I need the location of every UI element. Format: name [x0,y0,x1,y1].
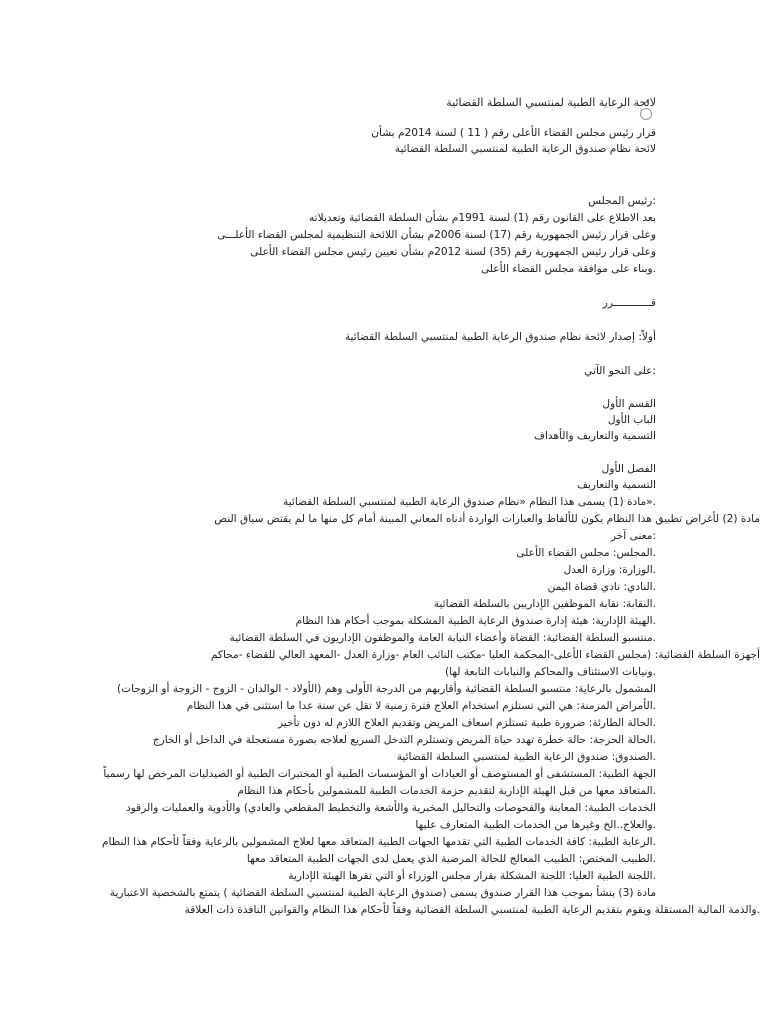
decision-line-2: لائحة نظام صندوق الرعاية الطبية لمنتسبي السلطة القضائية [394,143,656,155]
chapter-title: التسمية والتعاريف [576,479,656,491]
article-line: مادة (2) لأغراض تطبيق هذا النظام يكون للألفاظ والعبارات الواردة أدناه المعاني المبينة أمام كل منها ما لم يقتض سياق النص [214,513,760,525]
preamble-line: :رئيس المجلس [588,195,656,207]
article-line: مادة (3) ينشأ بموجب هذا القرار صندوق يسمى (صندوق الرعاية الطبية لمنتسبي السلطة القضائية ) يتمتع بالشخصية الاعتبارية [109,887,656,899]
definition-line: .الصندوق: صندوق الرعاية الطبية لمنتسبي السلطة القضائية [396,751,656,763]
part-heading: الباب الأول [607,414,656,426]
article-line: .«مادة (1) يسمى هذا النظام «نظام صندوق الرعاية الطبية لمنتسبي السلطة القضائية [283,496,656,508]
document-title: لائحة الرعاية الطبية لمنتسبي السلطة القضائية [446,96,656,109]
definition-line: الخدمات الطبية: المعاينة والفحوصات والتحاليل المخبرية والأشعة والتخطيط المقطعي والعادي) والأدوية والعمليات والرقود [125,802,656,814]
definition-line: .الحالة الحرجة: حالة خطرة تهدد حياة المريض وتستلزم التدخل السريع لعلاجه بصورة مستعجلة في الداخل أو الخارج [152,734,656,746]
definition-line: .النقابة: نقابة الموظفين الإداريين بالسلطة القضائية [433,598,656,610]
preamble-line: وعلى قرار رئيس الجمهورية رقم (17) لسنة 2006م بشأن اللائحة التنظيمية لمجلس القضاء الأعلـــى [217,229,656,241]
part-title: التسمية والتعاريف والأهداف [534,430,656,442]
definition-line: .اللجنة الطبية العليا: اللجنة المشكلة بقرار مجلس الوزراء أو التي تقرها الهيئة الإدارية [288,870,656,882]
definition-line: .النادي: نادي قضاة اليمن [547,581,656,593]
definition-line: .والعلاج..الخ وغيرها من الخدمات الطبية المتعارف عليها [415,819,656,831]
first-clause: أولاً: إصدار لائحة نظام صندوق الرعاية الطبية لمنتسبي السلطة القضائية [344,331,656,343]
definition-line: أجهزة السلطة القضائية: (مجلس القضاء الأعلى-المحكمة العليا -مكتب النائب العام -وزارة العدل -المعهد العالي للقضاء -محاكم [210,649,760,661]
decision-line-1: قرار رئيس مجلس القضاء الأعلى رقم ( 11 ) لسنة 2014م بشأن [371,127,656,139]
definition-line: الجهة الطبية: المستشفى أو المستوصف أو العيادات أو المؤسسات الطبية أو المختبرات الطبية أو الصيدليات المرخص لها رسمياً [103,768,656,780]
definition-line: المشمول بالرعاية: منتسبو السلطة القضائية وأقاربهم من الدرجة الأولى وهم (الأولاد - الوالدان - الزوج - الزوجة أو الزوجات) [117,683,656,695]
definition-line: .منتسبو السلطة القضائية: القضاة وأعضاء النيابة العامة والموظفون الإداريون في السلطة القضائية [229,632,656,644]
preamble-line: بعد الاطلاع على القانون رقم (1) لسنة 1991م بشأن السلطة القضائية وتعديلاته [309,212,656,224]
decides-heading: قــــــــــــرر [602,297,656,309]
chapter-heading: الفصل الأول [601,463,656,475]
definition-line: .المجلس: مجلس القضاء الأعلى [516,547,656,559]
article-line: .والذمة المالية المستقلة ويقوم بتقديم الرعاية الطبية لمنتسبي السلطة القضائية وفقاً لأحكام هذا النظام والقوانين النافذة ذات العلاقة [184,904,760,916]
article-line: :معنى آخر [610,530,656,542]
definition-line: .الأمراض المزمنة: هي التي تستلزم استخدام العلاج فترة زمنية لا تقل عن سنة عدا ما استثنى في هذا النظام [186,700,656,712]
preamble-line: .وبناء على موافقة مجلس القضاء الأعلى [480,263,656,275]
definition-line: .ونيابات الاستئناف والمحاكم والنيابات التابعة لها) [445,666,656,678]
definition-line: .الطبيب المختص: الطبيب المعالج للحالة المرضية الذي يعمل لدى الجهات الطبية المتعاقد معها [246,853,656,865]
definition-line: .المتعاقد معها من قبل الهيئة الإدارية لتقديم حزمة الخدمات الطبية للمشمولين بأحكام هذا النظام [237,785,656,797]
definition-line: .الرعاية الطبية: كافة الخدمات الطبية التي تقدمها الجهات الطبية المتعاقد معها لعلاج المشمولين بالرعاية وفقاً لأحكام هذا النظام [101,836,656,848]
section-heading: القسم الأول [602,398,656,410]
as-follows: :على النحو الآتي [584,365,656,377]
definition-line: .الهيئة الإدارية: هيئة إدارة صندوق الرعاية الطبية المشكلة بموجب أحكام هذا النظام [295,615,656,627]
preamble-line: وعلى قرار رئيس الجمهورية رقم (35) لسنة 2012م بشأن تعيين رئيس مجلس القضاء الأعلى [250,246,656,258]
definition-line: .الحالة الطارئة: ضرورة طبية تستلزم اسعاف المريض وتقديم العلاج اللازم له دون تأخير [277,717,656,729]
definition-line: .الوزارة: وزارة العدل [563,564,656,576]
